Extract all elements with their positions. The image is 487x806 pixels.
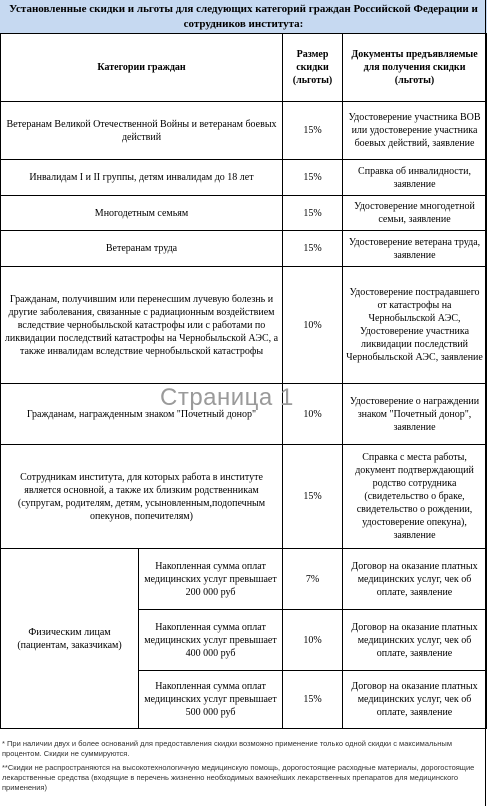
- physical-condition: Накопленная сумма оплат медицинских услуг превышает 500 000 руб: [139, 671, 283, 729]
- footnotes: [0, 739, 487, 797]
- discount-table: [0, 33, 487, 729]
- physical-category: Физическим лицам (пациентам, заказчикам): [1, 549, 139, 729]
- row-category: Ветеранам труда: [1, 231, 283, 267]
- table-row: [1, 445, 487, 549]
- physical-docs: Договор на оказание платных медицинских услуг, чек об оплате, заявление: [343, 610, 487, 671]
- row-docs: Справка об инвалидности, заявление: [343, 160, 487, 196]
- physical-docs: Договор на оказание платных медицинских услуг, чек об оплате, заявление: [343, 671, 487, 729]
- row-category: Гражданам, награжденным знаком "Почетный донор": [1, 384, 283, 445]
- header-category: Категории граждан: [1, 34, 283, 102]
- footnote: **Скидки не распространяются на высокотехнологичную медицинскую помощь, дорогостоящие расходные материалы, дорогостоящие лекарственные средства (входящие в перечень жизненно необходимых важнейших лекарственных препаратов для медицинского применения): [2, 763, 475, 792]
- row-docs: Удостоверение о награждении знаком "Почетный донор", заявление: [343, 384, 487, 445]
- table-row: [1, 102, 487, 160]
- table-row: [1, 196, 487, 231]
- table-row: [1, 384, 487, 445]
- row-size: 10%: [283, 384, 343, 445]
- header-docs: Документы предъявляемые для получения скидки (льготы): [343, 34, 487, 102]
- physical-docs: Договор на оказание платных медицинских услуг, чек об оплате, заявление: [343, 549, 487, 610]
- row-category: Ветеранам Великой Отечественной Войны и ветеранам боевых действий: [1, 102, 283, 160]
- row-category: Сотрудникам института, для которых работа в институте является основной, а также их близким родственникам (супругам, родителям, детям, усыновленным,подопечным опекунов, попечителям): [1, 445, 283, 549]
- row-size: 15%: [283, 231, 343, 267]
- header-size: Размер скидки (льготы): [283, 34, 343, 102]
- row-category: Гражданам, получившим или перенесшим лучевую болезнь и другие заболевания, связанные с радиационным воздействием вследствие чернобыльской катастрофы или с работами по ликвидации последствий катастрофы на Чернобыльской АЭС, а также инвалидам вследствие чернобыльской катастрофы: [1, 267, 283, 384]
- row-category: Многодетным семьям: [1, 196, 283, 231]
- document-title: Установленные скидки и льготы для следующих категорий граждан Российской Федерации и сотрудников института:: [9, 3, 478, 30]
- table-row: [1, 549, 487, 610]
- row-size: 10%: [283, 267, 343, 384]
- table-header-row: [1, 34, 487, 102]
- footnote: * При наличии двух и более оснований для предоставления скидки возможно применение только одной скидки с максимальным процентом. Скидки не суммируются.: [2, 739, 452, 758]
- table-row: [1, 231, 487, 267]
- page-border: [485, 0, 486, 806]
- physical-size: 15%: [283, 671, 343, 729]
- physical-condition: Накопленная сумма оплат медицинских услуг превышает 200 000 руб: [139, 549, 283, 610]
- physical-size: 10%: [283, 610, 343, 671]
- row-docs: Удостоверение ветерана труда, заявление: [343, 231, 487, 267]
- row-docs: Удостоверение многодетной семьи, заявление: [343, 196, 487, 231]
- page-watermark: Страница 1: [160, 384, 294, 411]
- physical-size: 7%: [283, 549, 343, 610]
- row-docs: Справка с места работы, документ подтверждающий родство сотрудника (свидетельство о браке, свидетельство о рождении, удостоверение опекуна), заявление: [343, 445, 487, 549]
- row-category: Инвалидам I и II группы, детям инвалидам до 18 лет: [1, 160, 283, 196]
- row-size: 15%: [283, 445, 343, 549]
- row-size: 15%: [283, 160, 343, 196]
- row-size: 15%: [283, 196, 343, 231]
- table-row: [1, 267, 487, 384]
- table-row: [1, 160, 487, 196]
- row-docs: Удостоверение участника ВОВ или удостоверение участника боевых действий, заявление: [343, 102, 487, 160]
- row-docs: Удостоверение пострадавшего от катастрофы на Чернобыльской АЭС, Удостоверение участника ликвидации последствий Чернобыльской АЭС, заявление: [343, 267, 487, 384]
- row-size: 15%: [283, 102, 343, 160]
- physical-condition: Накопленная сумма оплат медицинских услуг превышает 400 000 руб: [139, 610, 283, 671]
